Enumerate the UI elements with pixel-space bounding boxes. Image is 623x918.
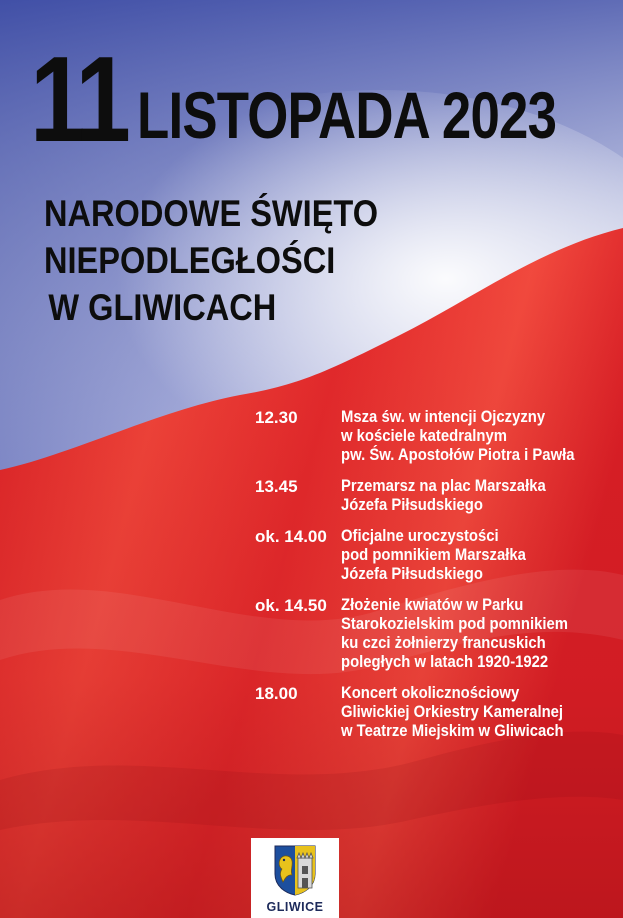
title-day: 11	[30, 31, 126, 167]
schedule-line: w kościele katedralnym	[341, 427, 507, 445]
schedule-time: 18.00	[255, 684, 298, 703]
schedule-item	[255, 596, 615, 672]
schedule-line: poległych w latach 1920-1922	[341, 653, 549, 671]
schedule-item	[255, 408, 615, 465]
schedule-line: ku czci żołnierzy francuskich	[341, 634, 546, 652]
schedule-description	[341, 408, 600, 465]
subtitle-line-2: NIEPODLEGŁOŚCI	[44, 240, 336, 281]
schedule-description	[341, 684, 588, 741]
schedule-item	[255, 477, 615, 515]
schedule-description	[341, 477, 568, 515]
title-date	[30, 31, 623, 167]
schedule-line: Starokozielskim pod pomnikiem	[341, 615, 568, 633]
schedule-description	[341, 527, 546, 584]
schedule-time: 12.30	[255, 408, 298, 427]
schedule-item	[255, 527, 615, 584]
logo-text: GLIWICE	[266, 900, 324, 914]
schedule-list	[255, 408, 615, 753]
event-subtitle	[44, 190, 378, 331]
subtitle-line-3: W GLIWICACH	[48, 287, 277, 328]
schedule-line: pw. Św. Apostołów Piotra i Pawła	[341, 446, 575, 464]
schedule-item	[255, 684, 615, 741]
schedule-line: Gliwickiej Orkiestry Kameralnej	[341, 703, 564, 721]
schedule-time: ok. 14.00	[255, 527, 327, 546]
schedule-line: Józefa Piłsudskiego	[341, 565, 483, 583]
schedule-line: Msza św. w intencji Ojczyzny	[341, 408, 546, 426]
subtitle-line-1: NARODOWE ŚWIĘTO	[44, 193, 379, 234]
schedule-line: Przemarsz na plac Marszałka	[341, 477, 546, 495]
gliwice-logo	[251, 838, 339, 918]
schedule-line: w Teatrze Miejskim w Gliwicach	[341, 722, 564, 740]
schedule-line: Złożenie kwiatów w Parku	[341, 596, 524, 614]
schedule-line: Józefa Piłsudskiego	[341, 496, 483, 514]
schedule-line: Koncert okolicznościowy	[341, 684, 520, 702]
schedule-line: pod pomnikiem Marszałka	[341, 546, 526, 564]
schedule-line: Oficjalne uroczystości	[341, 527, 499, 545]
title-month-year: LISTOPADA 2023	[136, 78, 557, 152]
gliwice-crest-icon	[273, 844, 317, 896]
schedule-description	[341, 596, 593, 672]
schedule-time: 13.45	[255, 477, 298, 496]
schedule-time: ok. 14.50	[255, 596, 327, 615]
